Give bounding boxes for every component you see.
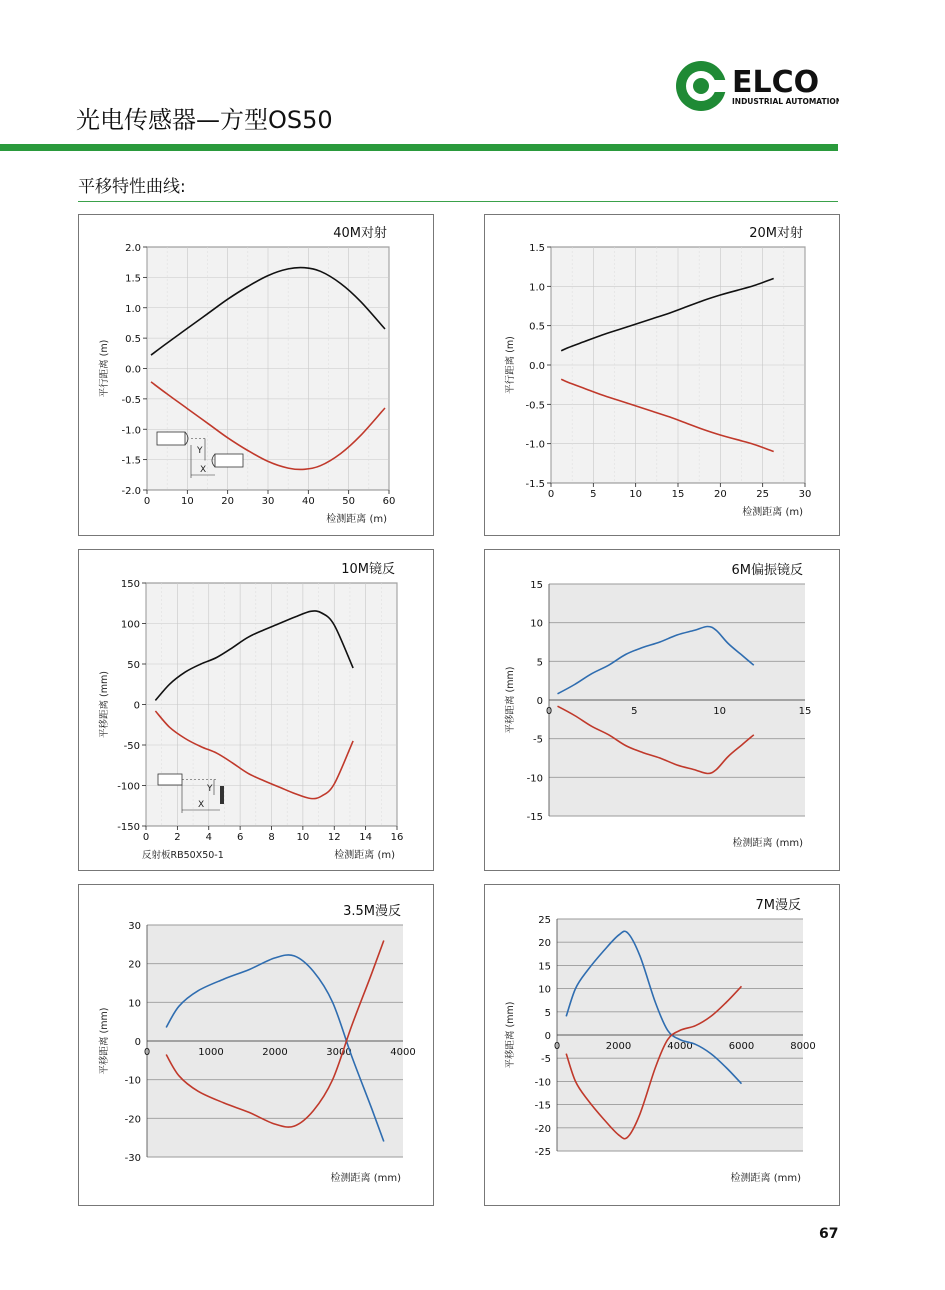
x-tick-label: 2000 xyxy=(262,1047,288,1058)
y-tick-label: 0.5 xyxy=(529,321,545,333)
y-tick-label: 50 xyxy=(127,660,140,671)
section-divider xyxy=(78,201,838,202)
logo-text: ELCO xyxy=(732,65,820,100)
x-tick-label: 30 xyxy=(798,489,812,500)
x-axis-label: 检测距离 (mm) xyxy=(730,1173,801,1184)
x-tick-label: 10 xyxy=(713,706,727,717)
y-tick-label: 5 xyxy=(544,1007,551,1019)
y-tick-label: -150 xyxy=(117,822,140,833)
elco-logo xyxy=(674,58,839,114)
x-axis-label: 检测距离 (m) xyxy=(742,507,803,518)
x-tick-label: 12 xyxy=(327,832,341,843)
y-tick-label: -1.5 xyxy=(121,455,141,467)
x-tick-label: 20 xyxy=(713,489,727,500)
y-tick-label: -10 xyxy=(534,1077,551,1089)
y-tick-label: -1.0 xyxy=(121,425,141,437)
y-tick-label: 1.5 xyxy=(125,273,141,285)
x-tick-label: 16 xyxy=(390,832,404,843)
x-tick-label: 60 xyxy=(382,496,396,507)
emitter-icon xyxy=(157,432,185,445)
y-tick-label: -2.0 xyxy=(121,486,141,497)
x-tick-label: 0 xyxy=(547,489,555,500)
chart-footnote: 反射板RB50X50-1 xyxy=(142,850,224,861)
x-tick-label: 8000 xyxy=(790,1041,816,1052)
logo-subtext: INDUSTRIAL AUTOMATION xyxy=(732,97,839,106)
x-tick-label: 2 xyxy=(174,832,181,843)
y-tick-label: -15 xyxy=(526,812,543,823)
y-tick-label: 150 xyxy=(120,579,140,590)
chart-7m-diffuse xyxy=(485,885,839,1205)
icon-label-y: Y xyxy=(197,446,203,456)
icon-label-y: Y xyxy=(207,784,213,794)
x-tick-label: 15 xyxy=(798,706,812,717)
chart-title: 7M漫反 xyxy=(755,898,801,913)
chart-40m-through-beam xyxy=(79,215,433,535)
y-tick-label: 0 xyxy=(134,1037,141,1048)
y-tick-label: -10 xyxy=(526,773,543,785)
y-tick-label: -20 xyxy=(124,1114,141,1126)
x-tick-label: 8 xyxy=(268,832,275,843)
icon-label-x: X xyxy=(200,465,207,475)
page-number: 67 xyxy=(819,1226,839,1242)
y-tick-label: 0.0 xyxy=(529,361,545,372)
x-axis-label: 检测距离 (m) xyxy=(334,850,395,861)
x-tick-label: 15 xyxy=(671,489,685,500)
y-tick-label: -30 xyxy=(124,1153,141,1164)
x-tick-label: 3000 xyxy=(326,1047,352,1058)
x-tick-label: 0 xyxy=(143,496,151,507)
x-tick-label: 50 xyxy=(342,496,356,507)
chart-title: 3.5M漫反 xyxy=(343,904,401,919)
y-tick-label: 1.0 xyxy=(125,303,141,315)
x-tick-label: 4000 xyxy=(667,1041,693,1052)
chart-6m-polarized xyxy=(485,550,839,870)
x-tick-label: 5 xyxy=(590,489,597,500)
chart-10m-retroreflective xyxy=(79,550,433,870)
sensor-icon xyxy=(158,774,182,785)
x-axis-label: 检测距离 (mm) xyxy=(330,1173,401,1184)
chart-20m-through-beam xyxy=(485,215,839,535)
y-tick-label: -15 xyxy=(534,1100,551,1112)
y-tick-label: 25 xyxy=(538,915,551,926)
x-tick-label: 10 xyxy=(296,832,310,843)
y-tick-label: -50 xyxy=(123,741,140,752)
y-tick-label: -5 xyxy=(541,1054,551,1066)
chart-panel-40m xyxy=(78,214,434,536)
x-axis-label: 检测距离 (mm) xyxy=(732,838,803,849)
y-tick-label: -25 xyxy=(534,1147,551,1158)
x-tick-label: 4 xyxy=(205,832,212,843)
x-tick-label: 14 xyxy=(359,832,372,843)
y-tick-label: 2.0 xyxy=(125,243,141,254)
x-tick-label: 5 xyxy=(631,706,638,717)
reflector-icon xyxy=(220,786,224,804)
y-axis-label: 平行距离 (m) xyxy=(505,336,516,394)
y-tick-label: 100 xyxy=(120,619,140,631)
y-tick-label: -10 xyxy=(124,1075,141,1087)
x-tick-label: 1000 xyxy=(198,1047,224,1058)
chart-title: 6M偏振镜反 xyxy=(731,563,803,578)
chart-panel-20m xyxy=(484,214,840,536)
x-tick-label: 0 xyxy=(545,706,553,717)
x-tick-label: 6000 xyxy=(728,1041,755,1052)
y-tick-label: 0.5 xyxy=(125,334,141,346)
y-tick-label: 0 xyxy=(536,696,543,707)
y-tick-label: 20 xyxy=(128,959,141,971)
x-tick-label: 30 xyxy=(261,496,275,507)
y-tick-label: 0 xyxy=(544,1031,551,1042)
y-tick-label: 10 xyxy=(128,998,141,1010)
y-tick-label: 1.0 xyxy=(529,282,545,294)
y-tick-label: 10 xyxy=(530,618,543,630)
icon-label-x: X xyxy=(198,800,205,810)
x-tick-label: 0 xyxy=(553,1041,561,1052)
chart-title: 10M镜反 xyxy=(341,562,395,577)
y-axis-label: 平移距离 (mm) xyxy=(505,1001,516,1069)
y-tick-label: 15 xyxy=(530,580,543,591)
x-tick-label: 0 xyxy=(143,1047,151,1058)
chart-3-5m-diffuse xyxy=(79,885,433,1205)
chart-title: 20M对射 xyxy=(749,226,803,241)
y-axis-label: 平移距离 (mm) xyxy=(99,671,110,738)
y-tick-label: 0.0 xyxy=(125,364,141,376)
y-tick-label: 15 xyxy=(538,961,551,973)
x-tick-label: 0 xyxy=(142,832,150,843)
y-tick-label: -5 xyxy=(533,734,543,746)
x-tick-label: 2000 xyxy=(605,1041,632,1052)
chart-panel-3-5m xyxy=(78,884,434,1206)
y-tick-label: -1.0 xyxy=(525,439,545,451)
y-tick-label: -100 xyxy=(117,781,140,793)
chart-panel-6m xyxy=(484,549,840,871)
section-subtitle: 平移特性曲线: xyxy=(78,177,186,197)
y-axis-label: 平移距离 (mm) xyxy=(505,666,516,734)
chart-panel-10m xyxy=(78,549,434,871)
y-tick-label: -20 xyxy=(534,1123,551,1135)
y-tick-label: -0.5 xyxy=(121,394,141,406)
y-tick-label: 30 xyxy=(128,921,141,932)
y-tick-label: 0 xyxy=(133,700,140,712)
x-tick-label: 6 xyxy=(236,832,244,843)
y-tick-label: -0.5 xyxy=(525,400,545,412)
y-axis-label: 平移距离 (mm) xyxy=(99,1007,110,1075)
chart-title: 40M对射 xyxy=(333,226,387,241)
x-tick-label: 20 xyxy=(221,496,235,507)
page-title: 光电传感器—方型OS50 xyxy=(76,106,333,134)
y-axis-label: 平行距离 (m) xyxy=(99,339,110,398)
x-tick-label: 10 xyxy=(629,489,643,500)
x-axis-label: 检测距离 (m) xyxy=(326,514,387,525)
x-tick-label: 40 xyxy=(301,496,315,507)
receiver-icon xyxy=(215,454,243,467)
y-tick-label: 10 xyxy=(538,984,551,996)
y-tick-label: -1.5 xyxy=(525,479,545,490)
y-tick-label: 20 xyxy=(538,938,551,950)
y-tick-label: 1.5 xyxy=(529,243,545,254)
header-green-bar xyxy=(0,144,838,151)
x-tick-label: 10 xyxy=(180,496,194,507)
x-tick-label: 25 xyxy=(756,489,770,500)
chart-panel-7m xyxy=(484,884,840,1206)
y-tick-label: 5 xyxy=(536,657,543,669)
x-tick-label: 4000 xyxy=(390,1047,416,1058)
